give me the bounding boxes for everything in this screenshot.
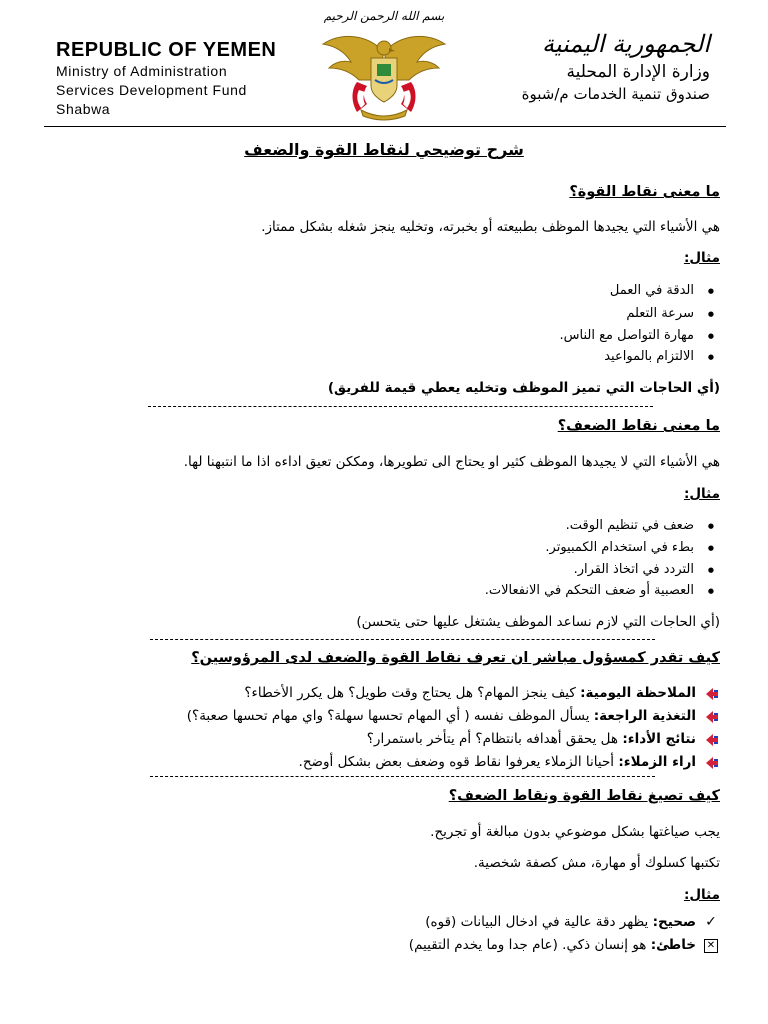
- strengths-definition: هي الأشياء التي يجيدها الموظف بطبيعته أو بخبرته، وتخليه ينجز شغله بشكل ممتاز.: [261, 219, 720, 235]
- arrow-bullet-icon: [704, 710, 720, 724]
- identify-item-text: كيف ينجز المهام؟ هل يحتاج وقت طويل؟ هل يكرر الأخطاء؟: [244, 685, 581, 701]
- dashed-divider: [150, 639, 655, 640]
- document-title: شرح توضيحي لنقاط القوة والضعف: [244, 140, 524, 159]
- identify-item-text: هل يحقق أهدافه بانتظام؟ أم يتأخر باستمرار؟: [366, 731, 623, 747]
- wrong-example-text: هو إنسان ذكي. (عام جدا وما يخدم التقييم): [408, 937, 651, 953]
- identify-item-label: التغذية الراجعة:: [593, 708, 696, 724]
- boxed-x-icon: ✕: [704, 939, 718, 953]
- identify-item-label: الملاحظة اليومية:: [580, 685, 696, 701]
- formulate-line: يجب صياغتها بشكل موضوعي بدون مبالغة أو تجريح.: [430, 824, 720, 840]
- identify-item: [60, 731, 720, 747]
- checkmark-icon: ✓: [705, 914, 717, 930]
- arrow-bullet-icon: [704, 733, 720, 747]
- weaknesses-item: ● ضعف في تنظيم الوقت.: [94, 518, 694, 533]
- strengths-note: (أي الحاجات التي تميز الموظف وتخليه يعطي قيمة للفريق): [327, 380, 720, 396]
- strengths-item: ● مهارة التواصل مع الناس.: [94, 328, 694, 343]
- weaknesses-heading: ما معنى نقاط الضعف؟: [557, 418, 720, 434]
- formulate-example-label: مثال:: [683, 887, 720, 903]
- letterhead-en-fund: Services Development Fund Shabwa: [56, 82, 247, 117]
- weaknesses-item: ● العصبية أو ضعف التحكم في الانفعالات.: [94, 583, 694, 598]
- letterhead-ar-title: الجمهورية اليمنية: [541, 30, 710, 58]
- formulate-line: تكتبها كسلوك أو مهارة، مش كصفة شخصية.: [473, 855, 720, 871]
- correct-example: [60, 914, 720, 930]
- arrow-bullet-icon: [704, 687, 720, 701]
- letterhead-en-title: REPUBLIC OF YEMEN: [56, 39, 277, 61]
- letterhead-en-ministry: Ministry of Administration: [56, 63, 228, 79]
- basmala-calligraphy: بسم الله الرحمن الرحيم: [323, 9, 445, 23]
- weaknesses-example-label: مثال:: [683, 486, 720, 502]
- identify-item-text: أحيانا الزملاء يعرفوا نقاط قوه وضعف بعض بشكل أوضح.: [298, 754, 619, 770]
- identify-item-label: اراء الزملاء:: [618, 754, 696, 770]
- weaknesses-note: (أي الحاجات التي لازم نساعد الموظف يشتغل عليها حتى يتحسن): [356, 614, 720, 630]
- correct-example-label: صحيح:: [652, 914, 696, 930]
- strengths-example-label: مثال:: [683, 250, 720, 266]
- identify-heading: كيف تقدر كمسؤول مباشر ان تعرف نقاط القوة والضعف لدى المرؤوسين؟: [191, 650, 720, 666]
- letterhead-ar-fund: صندوق تنمية الخدمات م/شبوة: [521, 85, 710, 103]
- dashed-divider: [148, 406, 653, 407]
- strengths-item: ● الالتزام بالمواعيد: [94, 349, 694, 364]
- wrong-example-label: خاطئ:: [650, 937, 696, 953]
- dashed-divider: [150, 776, 655, 777]
- formulate-heading: كيف تصيغ نقاط القوة ونقاط الضعف؟: [448, 788, 720, 804]
- weaknesses-item: ● التردد في اتخاذ القرار.: [94, 562, 694, 577]
- correct-example-text: يظهر دقة عالية في ادخال البيانات (قوه): [425, 914, 653, 930]
- weaknesses-item: ● بطء في استخدام الكمبيوتر.: [94, 540, 694, 555]
- wrong-example: [60, 937, 720, 953]
- strengths-heading: ما معنى نقاط القوة؟: [569, 184, 720, 200]
- identify-item: [60, 685, 720, 701]
- weaknesses-definition: هي الأشياء التي لا يجيدها الموظف كثير او يحتاج الى تطويرها، ومككن تعيق اداءه اذا ما انتبهنا لها.: [183, 454, 720, 470]
- arrow-bullet-icon: [704, 756, 720, 770]
- identify-item-text: يسأل الموظف نفسه ( أي المهام تحسها سهلة؟ واي مهام تحسها صعبة؟): [186, 708, 594, 724]
- strengths-item: ● الدقة في العمل: [94, 283, 694, 298]
- identify-item-label: نتائج الأداء:: [622, 731, 696, 747]
- letterhead-ar-ministry: وزارة الإدارة المحلية: [566, 62, 710, 82]
- strengths-item: ● سرعة التعلم: [94, 306, 694, 321]
- identify-item: [60, 754, 720, 770]
- identify-item: [60, 708, 720, 724]
